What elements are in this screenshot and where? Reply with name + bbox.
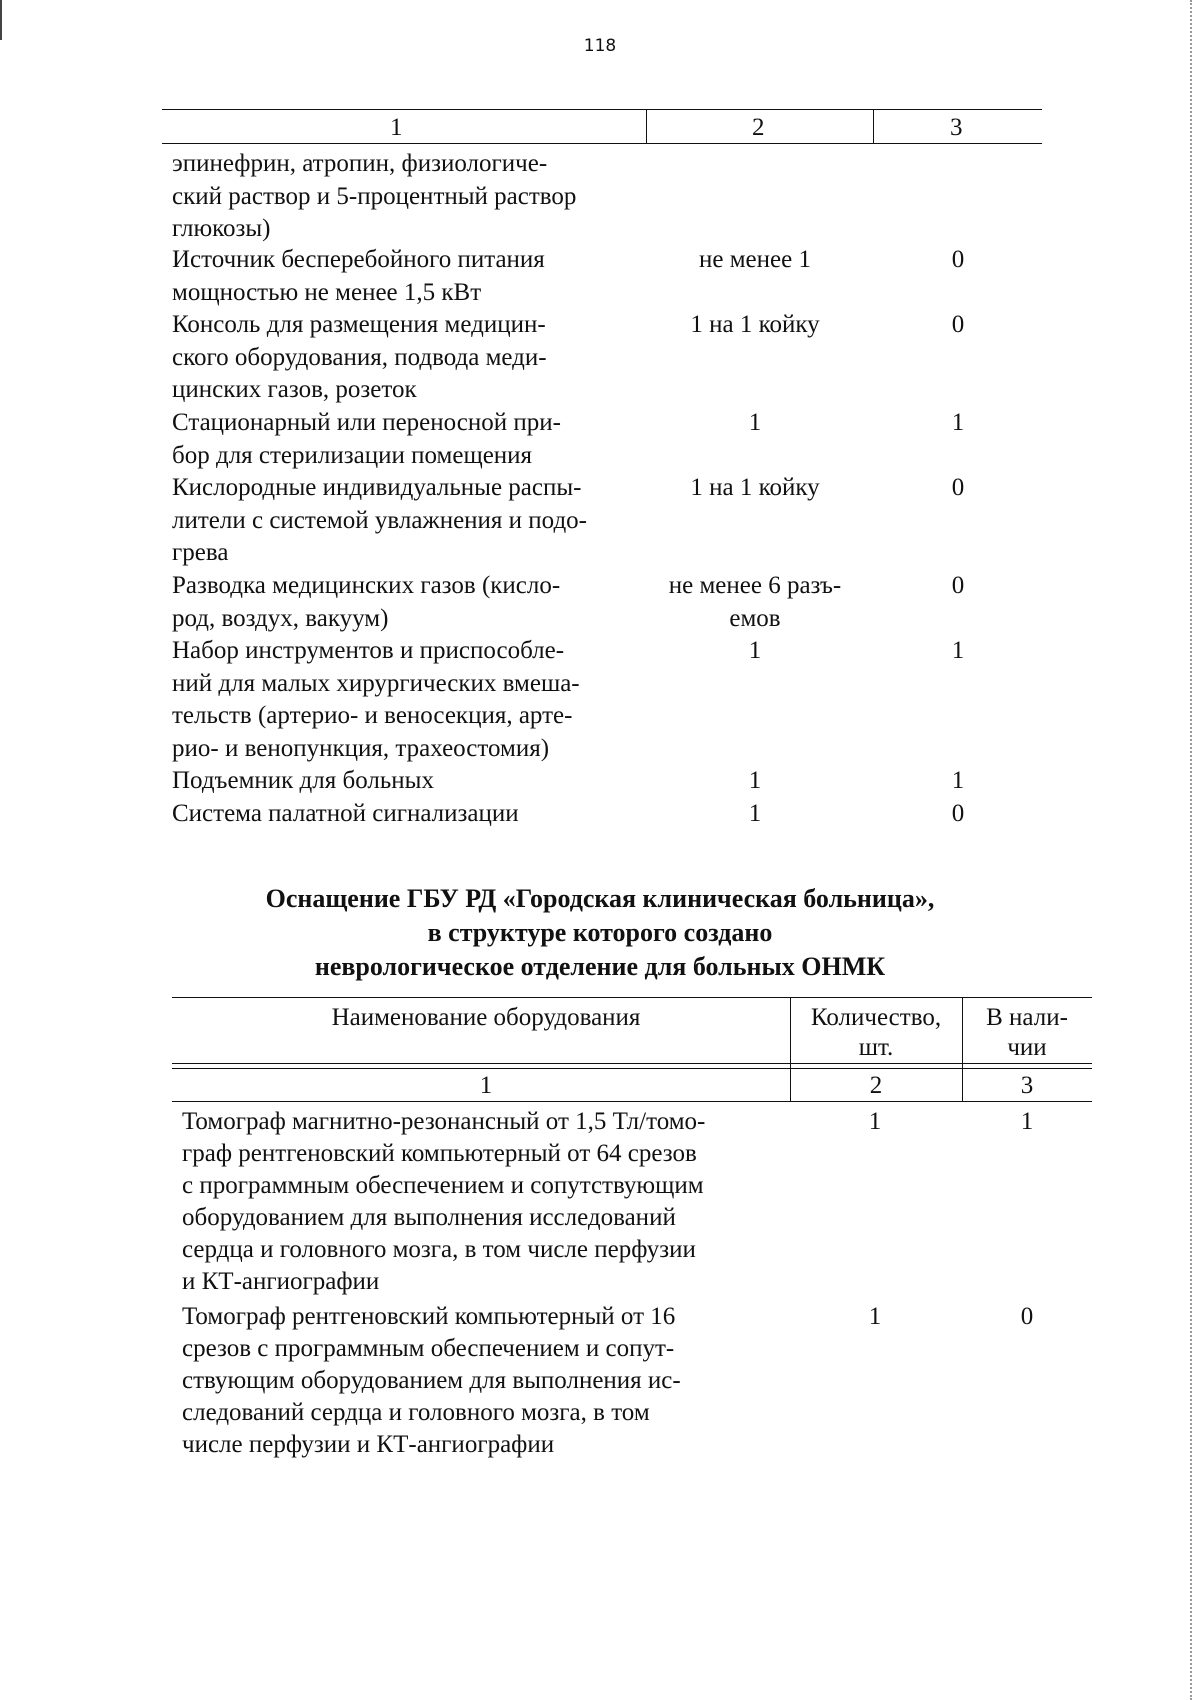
equipment-availability: 1	[951, 409, 965, 436]
column-number-3: 3	[1020, 1072, 1034, 1099]
equipment-availability: 0	[951, 800, 965, 827]
equipment-name: Стационарный или переносной при- бор для стерилизации помещения	[172, 409, 561, 469]
equipment-name: Кислородные индивидуальные распы- лители с системой увлажнения и подо- грева	[172, 474, 588, 566]
equipment-availability: 0	[951, 246, 965, 273]
equipment-name: Томограф магнитно-резонансный от 1,5 Тл/томо- граф рентгеновский компьютерный от 64 срезов с программным обеспечением и сопутствующим оборудованием для выполнения исследований сердца и головного мозга, в том числе перфузии и КТ-ангиографии	[182, 1108, 706, 1295]
column-header-name: Наименование оборудования	[331, 1004, 641, 1031]
equipment-quantity: 1	[868, 1303, 882, 1330]
table1-header-2: 2	[752, 114, 765, 141]
column-header-quantity-unit: шт.	[858, 1034, 894, 1061]
table1-header-3: 3	[950, 114, 963, 141]
column-number-2: 2	[869, 1072, 883, 1099]
equipment-availability: 1	[1020, 1108, 1034, 1135]
page-number: 118	[583, 36, 617, 56]
table1-col-divider	[646, 109, 647, 143]
equipment-name: Подъемник для больных	[172, 767, 434, 794]
equipment-name: Источник бесперебойного питания мощностью не менее 1,5 кВт	[172, 246, 545, 306]
scan-edge-left	[0, 0, 2, 40]
column-header-quantity: Количество,	[810, 1004, 942, 1031]
section-title-line: в структуре которого создано	[427, 918, 773, 947]
table1-header-rule	[162, 143, 1042, 144]
equipment-quantity: 1 на 1 койку	[690, 311, 820, 338]
equipment-name: Разводка медицинских газов (кисло- род, воздух, вакуум)	[172, 572, 561, 632]
table2-top-rule	[172, 997, 1092, 998]
equipment-quantity: 1	[748, 637, 762, 664]
section-title-line: Оснащение ГБУ РД «Городская клиническая больница»,	[265, 884, 935, 913]
equipment-quantity: 1	[868, 1108, 882, 1135]
equipment-quantity: не менее 6 разъ- емов	[668, 572, 842, 632]
table1-col-divider	[873, 109, 874, 143]
table1-header-1: 1	[390, 114, 403, 141]
column-header-availability-cont: чии	[1007, 1034, 1047, 1061]
equipment-quantity: 1	[748, 767, 762, 794]
section-title-line: неврологическое отделение для больных ОНМК	[314, 952, 886, 981]
equipment-quantity: 1	[748, 409, 762, 436]
table2-header-rule	[172, 1068, 1092, 1069]
equipment-name: эпинефрин, атропин, физиологиче- ский раствор и 5-процентный раствор глюкозы)	[172, 150, 577, 242]
equipment-quantity: 1	[748, 800, 762, 827]
equipment-availability: 0	[951, 474, 965, 501]
equipment-availability: 1	[951, 637, 965, 664]
scan-edge-right	[1190, 0, 1192, 1700]
equipment-quantity: 1 на 1 койку	[690, 474, 820, 501]
equipment-quantity: не менее 1	[699, 246, 811, 273]
equipment-availability: 0	[951, 572, 965, 599]
column-number-1: 1	[479, 1072, 493, 1099]
column-header-availability: В нали-	[986, 1004, 1068, 1031]
equipment-name: Система палатной сигнализации	[172, 800, 519, 827]
equipment-name: Консоль для размещения медицин- ского оборудования, подвода меди- цинских газов, розеток	[172, 311, 547, 403]
equipment-name: Набор инструментов и приспособле- ний для малых хирургических вмеша- тельств (артерио- и веносекция, арте- рио- и венопункция, трахеостомия)	[172, 637, 580, 762]
equipment-availability: 1	[951, 767, 965, 794]
equipment-availability: 0	[1020, 1303, 1034, 1330]
table1-top-rule	[162, 109, 1042, 110]
equipment-availability: 0	[951, 311, 965, 338]
equipment-name: Томограф рентгеновский компьютерный от 16 срезов с программным обеспечением и сопут- ствующим оборудованием для выполнения ис- следований сердца и головного мозга, в том числе перфузии и КТ-ангиографии	[182, 1303, 681, 1458]
